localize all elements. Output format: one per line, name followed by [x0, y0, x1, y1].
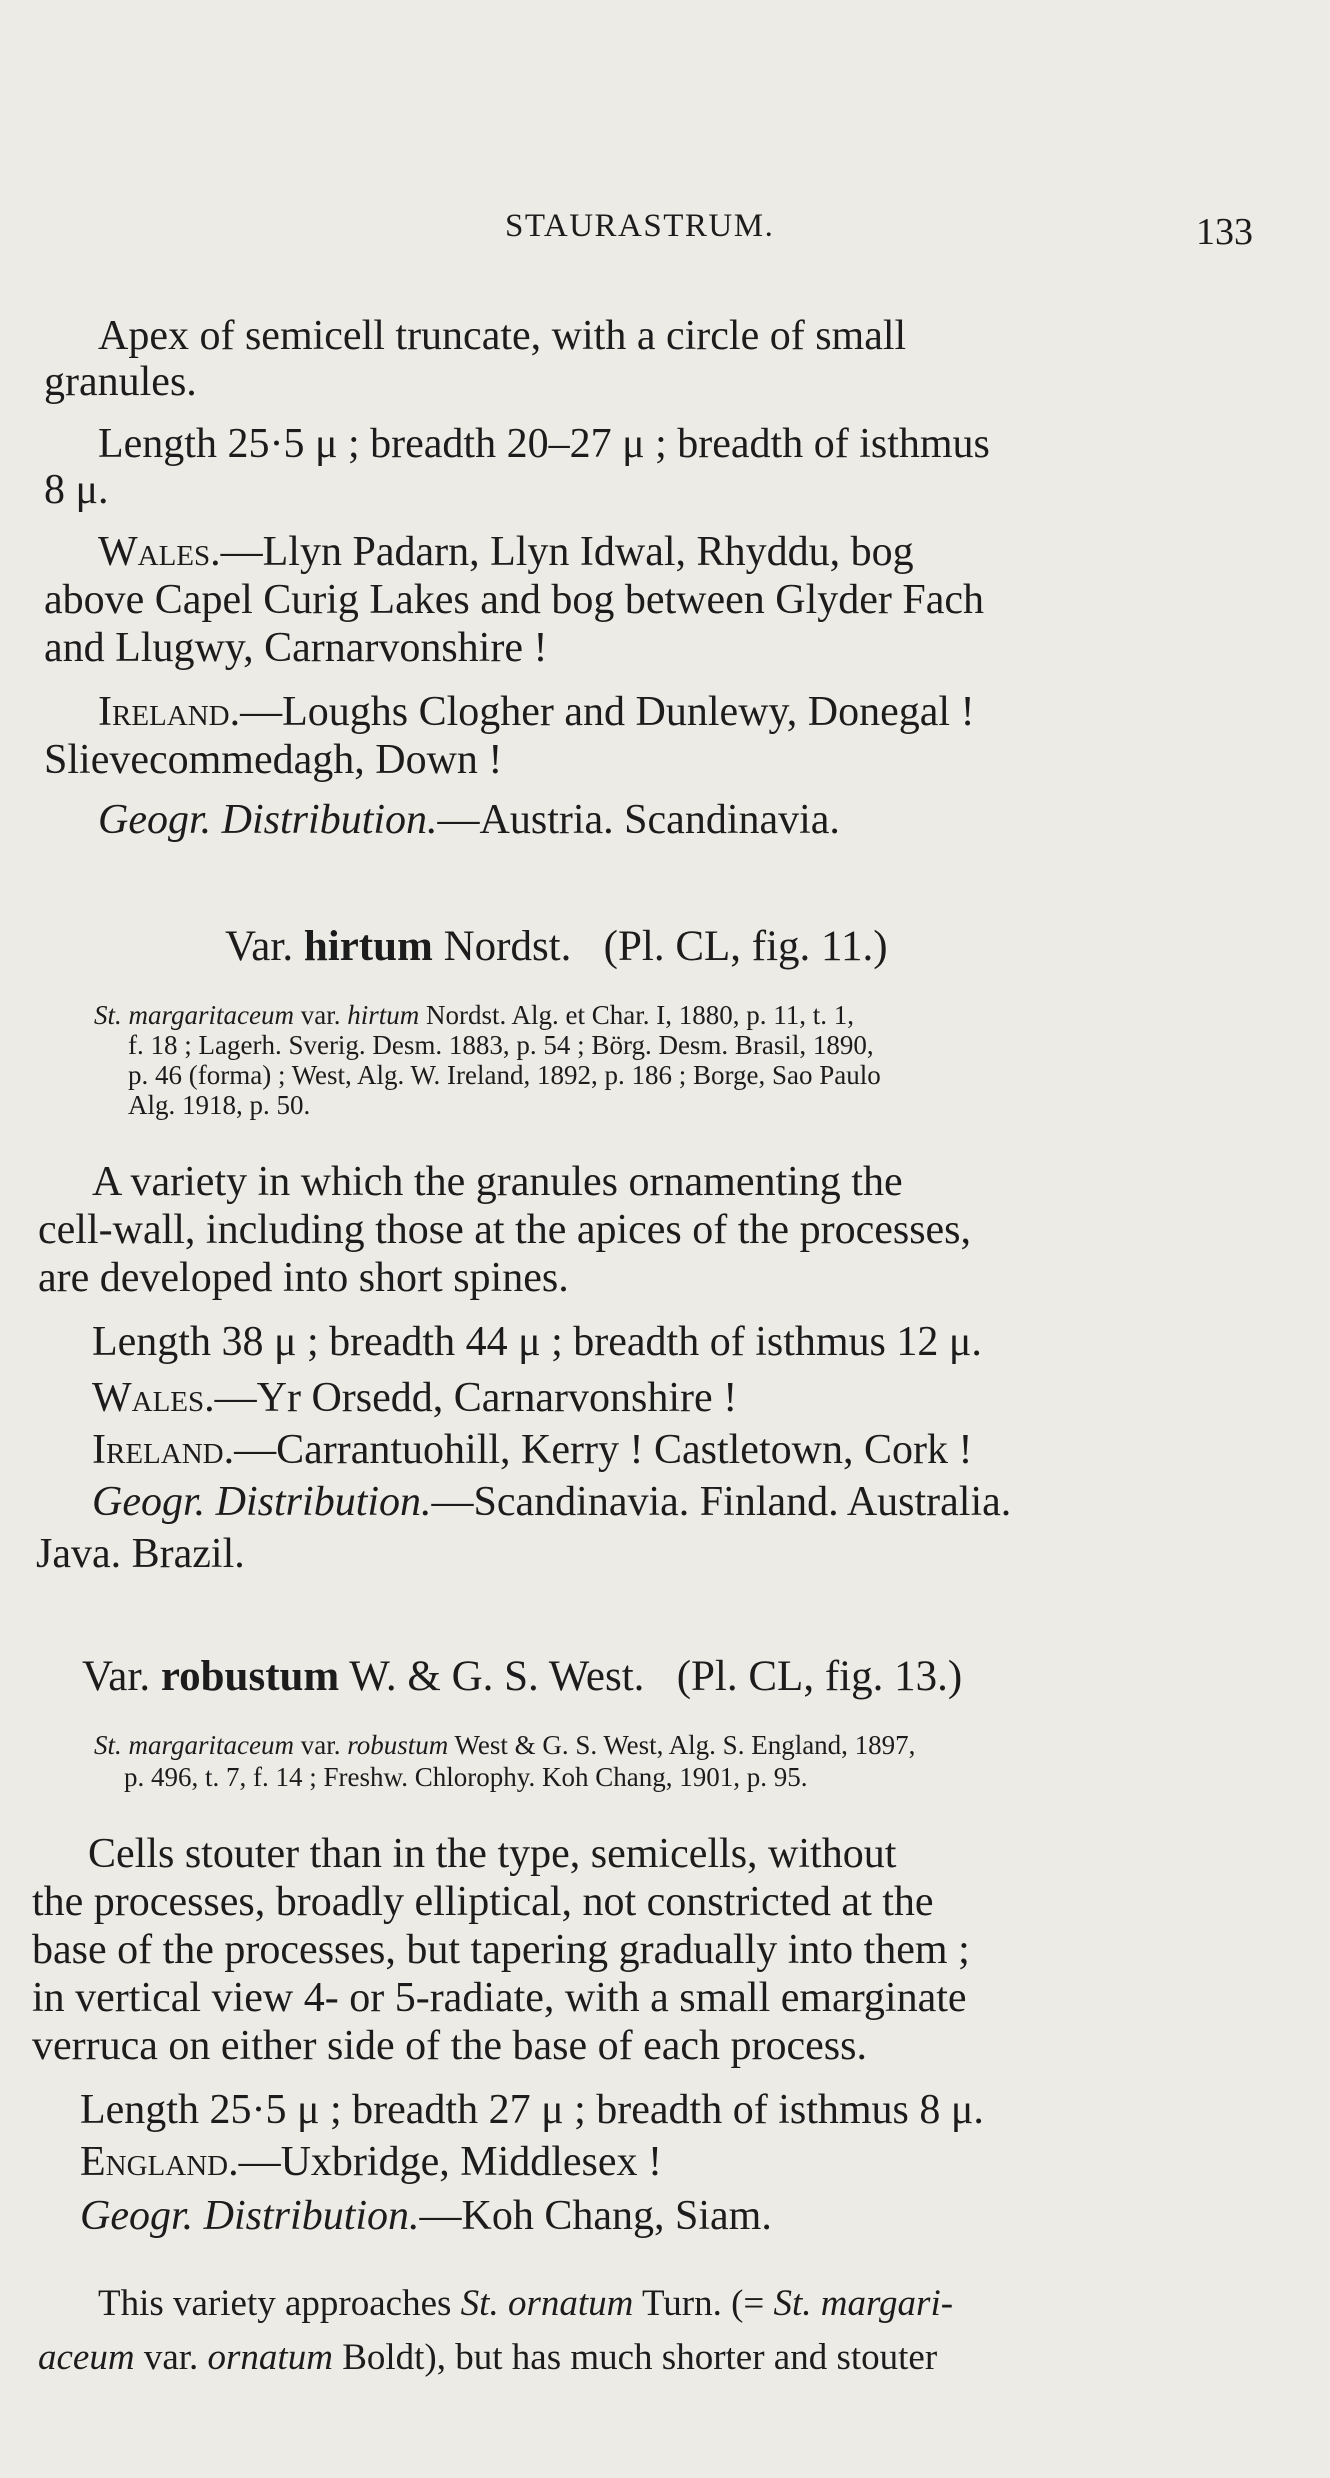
ireland-line-1	[98, 688, 975, 736]
robustum-desc-line-4: in vertical view 4- or 5-radiate, with a small emarginate	[32, 1975, 967, 2021]
geogr-text: —Koh Chang, Siam.	[419, 2193, 772, 2239]
robustum-desc-line-2: the processes, broadly elliptical, not constricted at the	[32, 1879, 934, 1925]
robustum-length: Length 25·5 μ ; breadth 27 μ ; breadth of isthmus 8 μ.	[80, 2087, 984, 2133]
page-number: 133	[1196, 211, 1253, 253]
wales-localities: —Yr Orsedd, Carnarvonshire !	[214, 1375, 738, 1421]
region-england: England.	[80, 2139, 239, 2185]
wales-line-2: above Capel Curig Lakes and bog between Glyder Fach	[44, 577, 985, 623]
var-robustum-heading	[82, 1652, 962, 1701]
note-taxon: aceum	[38, 2337, 135, 2378]
robustum-desc-line-1: Cells stouter than in the type, semicells, without	[88, 1831, 897, 1877]
hirtum-geogr-line-2: Java. Brazil.	[36, 1531, 245, 1577]
apex-line-1: Apex of semicell truncate, with a circle of small	[98, 313, 907, 359]
geogr-distribution	[98, 796, 840, 844]
region-wales: Wales.	[92, 1375, 215, 1421]
variety-author: Nordst.	[443, 923, 572, 970]
note-line-2	[38, 2336, 937, 2380]
hirtum-desc-line-3: are developed into short spines.	[38, 1255, 569, 1301]
region-ireland: Ireland.	[98, 689, 241, 735]
variety-author: W. & G. S. West.	[349, 1653, 645, 1700]
variety-name: robustum	[160, 1653, 340, 1700]
ireland-localities: —Loughs Clogher and Dunlewy, Donegal !	[240, 689, 975, 735]
running-title: STAURASTRUM.	[505, 208, 775, 244]
note-line-1	[98, 2282, 953, 2326]
robustum-geogr	[80, 2192, 772, 2240]
apex-line-2: granules.	[44, 359, 197, 405]
note-taxon: ornatum	[207, 2337, 333, 2378]
heading-prefix: Var.	[225, 923, 294, 970]
hirtum-desc-line-1: A variety in which the granules ornamenting the	[92, 1159, 903, 1205]
var-hirtum-heading	[225, 922, 888, 971]
note-text: This variety approaches	[98, 2283, 452, 2324]
wales-line-3: and Llugwy, Carnarvonshire !	[44, 625, 548, 671]
geogr-label: Geogr. Distribution.	[92, 1479, 432, 1525]
plate-reference: (Pl. CL, fig. 11.)	[603, 923, 888, 970]
wales-localities: —Llyn Padarn, Llyn Idwal, Rhyddu, bog	[220, 529, 914, 575]
hirtum-wales	[92, 1374, 737, 1422]
ref-species: St. margaritaceum	[94, 1730, 294, 1760]
ireland-line-2: Slievecommedagh, Down !	[44, 737, 503, 783]
wales-line-1	[98, 528, 914, 576]
hirtum-desc-line-2: cell-wall, including those at the apices of the processes,	[38, 1207, 972, 1253]
note-taxon: St. margari-	[773, 2283, 954, 2324]
hirtum-ireland	[92, 1426, 972, 1474]
variety-name: hirtum	[303, 923, 433, 970]
robustum-england	[80, 2138, 662, 2186]
plate-reference: (Pl. CL, fig. 13.)	[676, 1653, 963, 1700]
hirtum-ref-line-1	[94, 1000, 854, 1030]
region-wales: Wales.	[98, 529, 221, 575]
hirtum-ref-line-2: f. 18 ; Lagerh. Sverig. Desm. 1883, p. 54 ; Börg. Desm. Brasil, 1890,	[128, 1030, 874, 1060]
note-taxon: St. ornatum	[460, 2283, 634, 2324]
ref-var: var.	[300, 1730, 341, 1760]
ref-rest: West & G. S. West, Alg. S. England, 1897,	[454, 1730, 916, 1760]
geogr-text: —Scandinavia. Finland. Australia.	[431, 1479, 1012, 1525]
hirtum-geogr	[92, 1478, 1011, 1526]
robustum-desc-line-5: verruca on either side of the base of each process.	[32, 2023, 867, 2069]
hirtum-ref-line-4: Alg. 1918, p. 50.	[128, 1090, 311, 1120]
heading-prefix: Var.	[82, 1653, 151, 1700]
ref-variety-name: hirtum	[347, 1000, 420, 1030]
ref-var: var.	[300, 1000, 341, 1030]
ref-species: St. margaritaceum	[94, 1000, 294, 1030]
robustum-ref-line-1	[94, 1730, 915, 1760]
geogr-text: —Austria. Scandinavia.	[437, 797, 840, 843]
ref-rest: Nordst. Alg. et Char. I, 1880, p. 11, t. 1,	[426, 1000, 854, 1030]
note-text: var.	[143, 2337, 199, 2378]
ireland-localities: —Carrantuohill, Kerry ! Castletown, Cork !	[234, 1427, 973, 1473]
geogr-label: Geogr. Distribution.	[98, 797, 438, 843]
length-line-1: Length 25·5 μ ; breadth 20–27 μ ; breadth of isthmus	[98, 421, 990, 467]
hirtum-ref-line-3: p. 46 (forma) ; West, Alg. W. Ireland, 1892, p. 186 ; Borge, Sao Paulo	[128, 1060, 881, 1090]
robustum-ref-line-2: p. 496, t. 7, f. 14 ; Freshw. Chlorophy. Koh Chang, 1901, p. 95.	[124, 1762, 808, 1792]
length-line-2: 8 μ.	[44, 467, 109, 513]
note-text: Boldt), but has much shorter and stouter	[342, 2337, 938, 2378]
robustum-desc-line-3: base of the processes, but tapering gradually into them ;	[32, 1927, 970, 1973]
note-text: Turn. (=	[641, 2283, 765, 2324]
region-ireland: Ireland.	[92, 1427, 235, 1473]
geogr-label: Geogr. Distribution.	[80, 2193, 420, 2239]
ref-variety-name: robustum	[347, 1730, 449, 1760]
england-localities: —Uxbridge, Middlesex !	[238, 2139, 663, 2185]
hirtum-length: Length 38 μ ; breadth 44 μ ; breadth of isthmus 12 μ.	[92, 1319, 982, 1365]
